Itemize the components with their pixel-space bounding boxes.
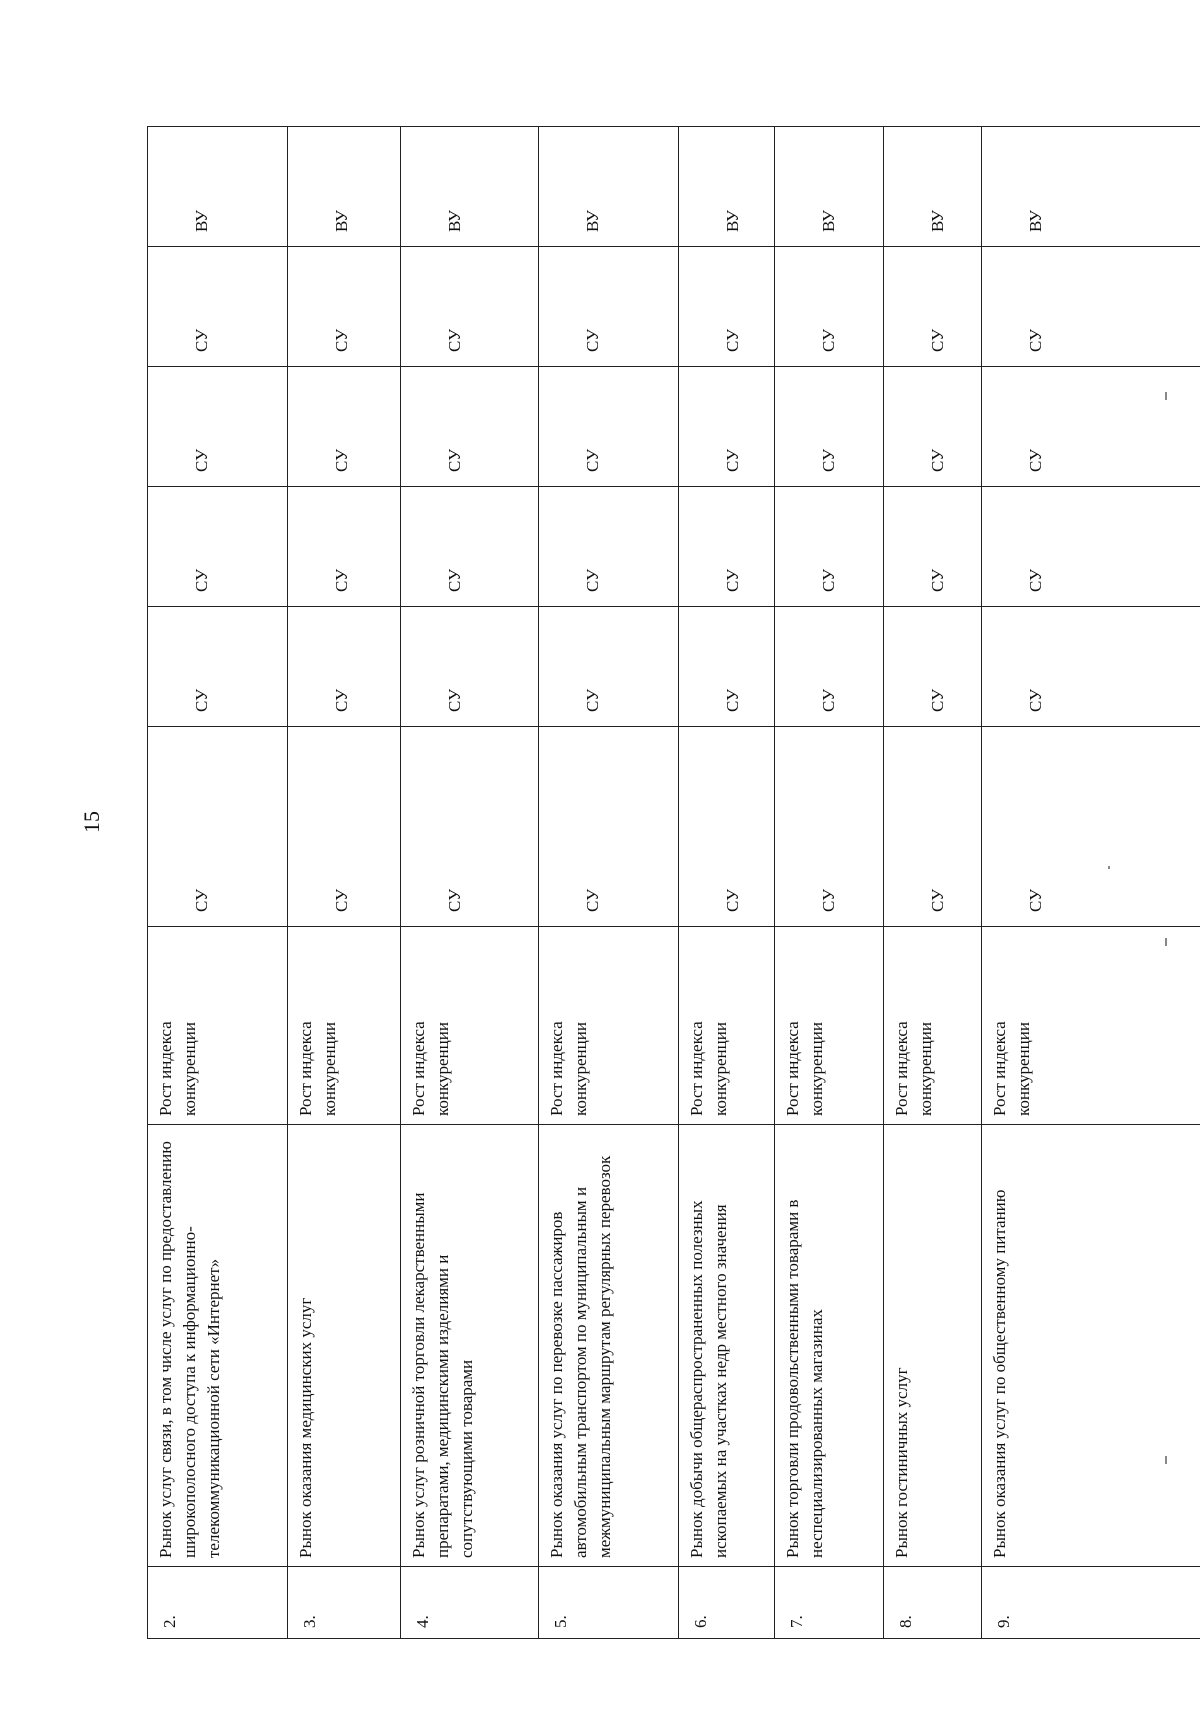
indicator: Рост индекса конкуренции (401, 927, 539, 1125)
level-cell: СУ (288, 247, 401, 367)
level-cell: СУ (539, 487, 679, 607)
level-cell: ВУ (148, 127, 288, 247)
indicator: Рост индекса конкуренции (288, 927, 401, 1125)
level-cell: ВУ (982, 127, 1200, 247)
table-row (148, 127, 288, 1639)
level-cell: СУ (982, 727, 1200, 927)
level-cell: СУ (884, 727, 982, 927)
level-cell: СУ (288, 607, 401, 727)
level-cell: СУ (982, 247, 1200, 367)
row-number: 8. (884, 1567, 982, 1639)
market-name: Рынок гостиничных услуг (884, 1125, 982, 1567)
row-number: 4. (401, 1567, 539, 1639)
page-number: 15 (79, 811, 104, 833)
row-number: 9. (982, 1567, 1200, 1639)
level-cell: СУ (775, 247, 884, 367)
level-cell: СУ (679, 487, 775, 607)
table-row (539, 127, 679, 1639)
table-row (982, 127, 1200, 1639)
indicator: Рост индекса конкуренции (775, 927, 884, 1125)
level-cell: СУ (884, 247, 982, 367)
level-cell: СУ (884, 607, 982, 727)
level-cell: СУ (539, 247, 679, 367)
level-cell: ВУ (884, 127, 982, 247)
level-cell: СУ (982, 487, 1200, 607)
table-row (401, 127, 539, 1639)
market-name: Рынок оказания услуг по перевозке пассажиров автомобильным транспортом по муниципальным и межмуниципальным маршрутам регулярных перевозок (539, 1125, 679, 1567)
level-cell: СУ (288, 487, 401, 607)
level-cell: СУ (148, 727, 288, 927)
market-name: Рынок оказания услуг по общественному питанию (982, 1125, 1200, 1567)
level-cell: ВУ (401, 127, 539, 247)
indicator: Рост индекса конкуренции (679, 927, 775, 1125)
level-cell: СУ (884, 367, 982, 487)
row-number: 7. (775, 1567, 884, 1639)
row-number: 2. (148, 1567, 288, 1639)
level-cell: СУ (539, 607, 679, 727)
indicator: Рост индекса конкуренции (982, 927, 1200, 1125)
level-cell: СУ (884, 487, 982, 607)
scan-mark (1165, 1456, 1167, 1464)
level-cell: СУ (539, 367, 679, 487)
table-row (288, 127, 401, 1639)
level-cell: СУ (775, 607, 884, 727)
scan-mark (1108, 866, 1110, 869)
table-row (884, 127, 982, 1639)
level-cell: СУ (401, 247, 539, 367)
indicator: Рост индекса конкуренции (884, 927, 982, 1125)
level-cell: СУ (679, 727, 775, 927)
market-name: Рынок услуг розничной торговли лекарственными препаратами, медицинскими изделиями и сопутствующими товарами (401, 1125, 539, 1567)
level-cell: СУ (982, 367, 1200, 487)
level-cell: СУ (288, 727, 401, 927)
level-cell: СУ (679, 607, 775, 727)
level-cell: СУ (288, 367, 401, 487)
row-number: 6. (679, 1567, 775, 1639)
indicator: Рост индекса конкуренции (148, 927, 288, 1125)
level-cell: СУ (775, 367, 884, 487)
level-cell: СУ (539, 727, 679, 927)
level-cell: СУ (148, 247, 288, 367)
level-cell: СУ (148, 607, 288, 727)
competition-table-wrapper (147, 127, 1200, 1639)
level-cell: СУ (148, 367, 288, 487)
level-cell: ВУ (539, 127, 679, 247)
scan-mark (1165, 938, 1167, 946)
level-cell: СУ (775, 487, 884, 607)
indicator: Рост индекса конкуренции (539, 927, 679, 1125)
level-cell: СУ (148, 487, 288, 607)
table-row (775, 127, 884, 1639)
level-cell: ВУ (775, 127, 884, 247)
level-cell: СУ (679, 367, 775, 487)
level-cell: СУ (679, 247, 775, 367)
level-cell: ВУ (679, 127, 775, 247)
level-cell: СУ (401, 607, 539, 727)
table-row (679, 127, 775, 1639)
scan-mark (1165, 392, 1167, 400)
level-cell: ВУ (288, 127, 401, 247)
market-name: Рынок оказания медицинских услуг (288, 1125, 401, 1567)
level-cell: СУ (401, 487, 539, 607)
level-cell: СУ (775, 727, 884, 927)
row-number: 3. (288, 1567, 401, 1639)
competition-table (147, 126, 1200, 1639)
market-name: Рынок торговли продовольственными товарами в неспециализированных магазинах (775, 1125, 884, 1567)
level-cell: СУ (401, 727, 539, 927)
level-cell: СУ (401, 367, 539, 487)
row-number: 5. (539, 1567, 679, 1639)
market-name: Рынок добычи общераспространенных полезных ископаемых на участках недр местного значения (679, 1125, 775, 1567)
market-name: Рынок услуг связи, в том числе услуг по предоставлению широкополосного доступа к информационно-телекоммуникационной сети «Интернет» (148, 1125, 288, 1567)
level-cell: СУ (982, 607, 1200, 727)
